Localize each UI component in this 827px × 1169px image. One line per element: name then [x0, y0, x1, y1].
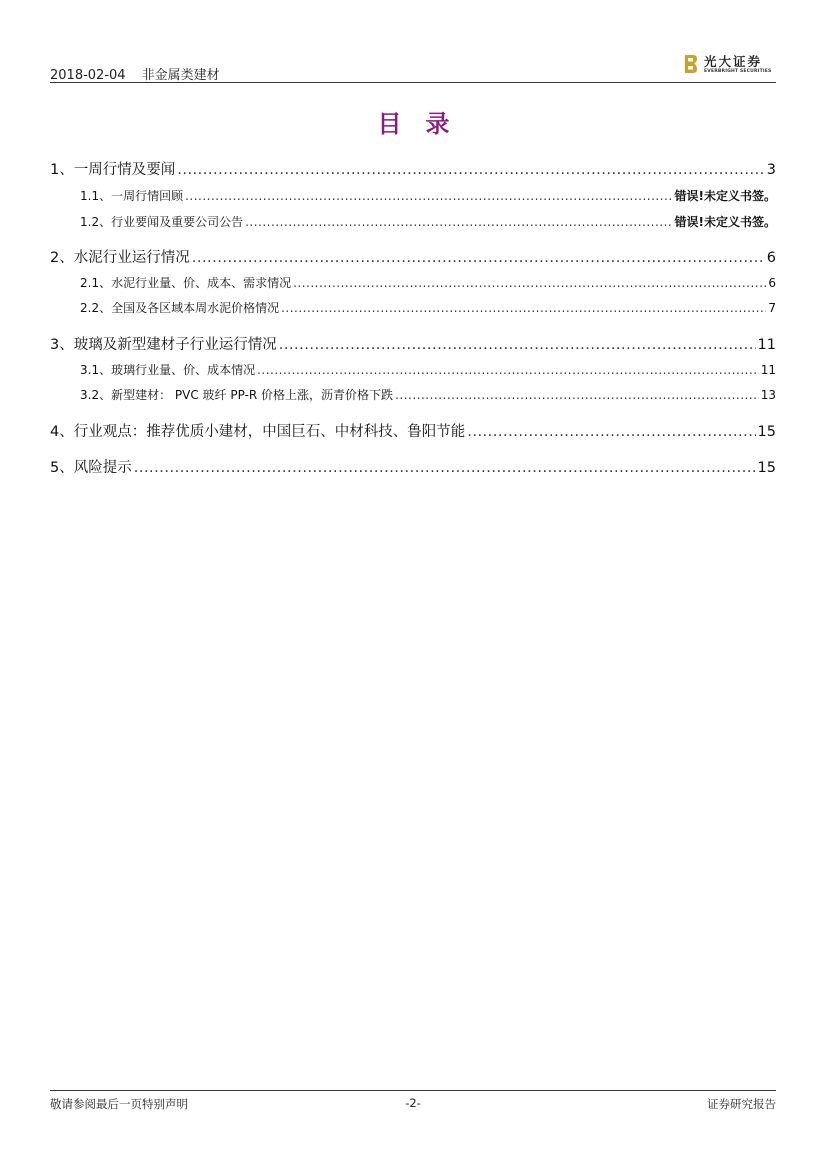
toc-leader: [281, 301, 766, 315]
report-category: 非金属类建材: [141, 68, 220, 83]
toc-entry-number: 2.2、: [80, 301, 112, 315]
toc-entry-label: 一周行情及要闻: [73, 162, 176, 178]
toc-entry[interactable]: [50, 158, 776, 178]
footer-report-type: 证券研究报告: [707, 1097, 776, 1111]
toc-entry[interactable]: [50, 299, 776, 316]
toc-entry-number: 3、: [50, 337, 74, 353]
toc-leader: [257, 363, 759, 377]
toc-entry-label: 玻璃及新型建材子行业运行情况: [73, 337, 277, 353]
toc-leader: [192, 250, 765, 266]
toc-entry[interactable]: [50, 361, 776, 378]
header-divider: [50, 82, 776, 83]
logo-text-cn: 光大证券: [704, 54, 763, 69]
toc-entry-page: 6: [768, 276, 776, 290]
toc-entry[interactable]: [50, 333, 776, 353]
toc-leader: [467, 424, 755, 440]
toc-title: 目录: [377, 110, 474, 138]
toc-entry-label: 水泥行业量、价、成本、需求情况: [111, 276, 292, 290]
toc-entry-page: 11: [757, 337, 776, 353]
footer-disclaimer: 敬请参阅最后一页特别声明: [50, 1097, 188, 1111]
toc-entry[interactable]: [50, 246, 776, 266]
toc-leader: [395, 388, 759, 402]
toc-entry-number: 1.2、: [80, 215, 112, 229]
toc-entry-number: 3.1、: [80, 363, 112, 377]
logo-text-en: EVERBRIGHT SECURITIES: [704, 69, 772, 74]
toc-leader: [177, 162, 765, 178]
toc-entry-label: 玻璃行业量、价、成本情况: [111, 363, 256, 377]
page-footer: [50, 1090, 776, 1114]
toc-entry[interactable]: [50, 274, 776, 291]
toc-entry-label: 新型建材： PVC 玻纤 PP-R 价格上涨，沥青价格下跌: [111, 388, 394, 402]
toc-entry-number: 1.1、: [80, 189, 112, 203]
toc-entry-page: 错误!未定义书签。: [674, 215, 776, 229]
toc-entry[interactable]: [50, 420, 776, 440]
toc-entry-number: 3.2、: [80, 388, 112, 402]
toc-entry-number: 1、: [50, 162, 74, 178]
logo-mark-icon: [684, 54, 698, 74]
toc-entry[interactable]: [50, 386, 776, 403]
page-number: -2-: [405, 1096, 421, 1110]
toc-entry-label: 风险提示: [73, 460, 132, 476]
toc-entry-page: 6: [766, 250, 776, 266]
toc-leader: [279, 337, 756, 353]
toc-leader: [293, 276, 766, 290]
toc-entry-label: 行业要闻及重要公司公告: [111, 215, 244, 229]
toc-entry-number: 4、: [50, 424, 74, 440]
toc-leader: [245, 215, 672, 229]
toc-entry-page: 错误!未定义书签。: [674, 189, 776, 203]
toc-entry[interactable]: [50, 187, 776, 204]
toc-leader: [185, 189, 672, 203]
toc-entry-page: 15: [757, 424, 776, 440]
toc-entry[interactable]: [50, 456, 776, 476]
everbright-logo: [684, 52, 776, 78]
toc-entry-page: 7: [768, 301, 776, 315]
toc-entry-label: 全国及各区域本周水泥价格情况: [111, 301, 280, 315]
toc-entry[interactable]: [50, 213, 776, 230]
toc-entry-page: 3: [766, 162, 776, 178]
toc-entry-label: 行业观点：推荐优质小建材，中国巨石、中材科技、鲁阳节能: [73, 424, 466, 440]
toc-entry-label: 一周行情回顾: [111, 189, 184, 203]
footer-divider: [50, 1090, 776, 1091]
page-header: [50, 54, 776, 84]
toc-entry-page: 11: [760, 363, 776, 377]
toc-entry-number: 2、: [50, 250, 74, 266]
toc-entry-page: 15: [757, 460, 776, 476]
report-date: 2018-02-04: [50, 68, 126, 83]
toc-entry-number: 2.1、: [80, 276, 112, 290]
toc-entry-label: 水泥行业运行情况: [73, 250, 190, 266]
toc-entry-page: 13: [760, 388, 776, 402]
toc-entry-number: 5、: [50, 460, 74, 476]
header-info: [50, 64, 220, 83]
toc-leader: [134, 460, 756, 476]
